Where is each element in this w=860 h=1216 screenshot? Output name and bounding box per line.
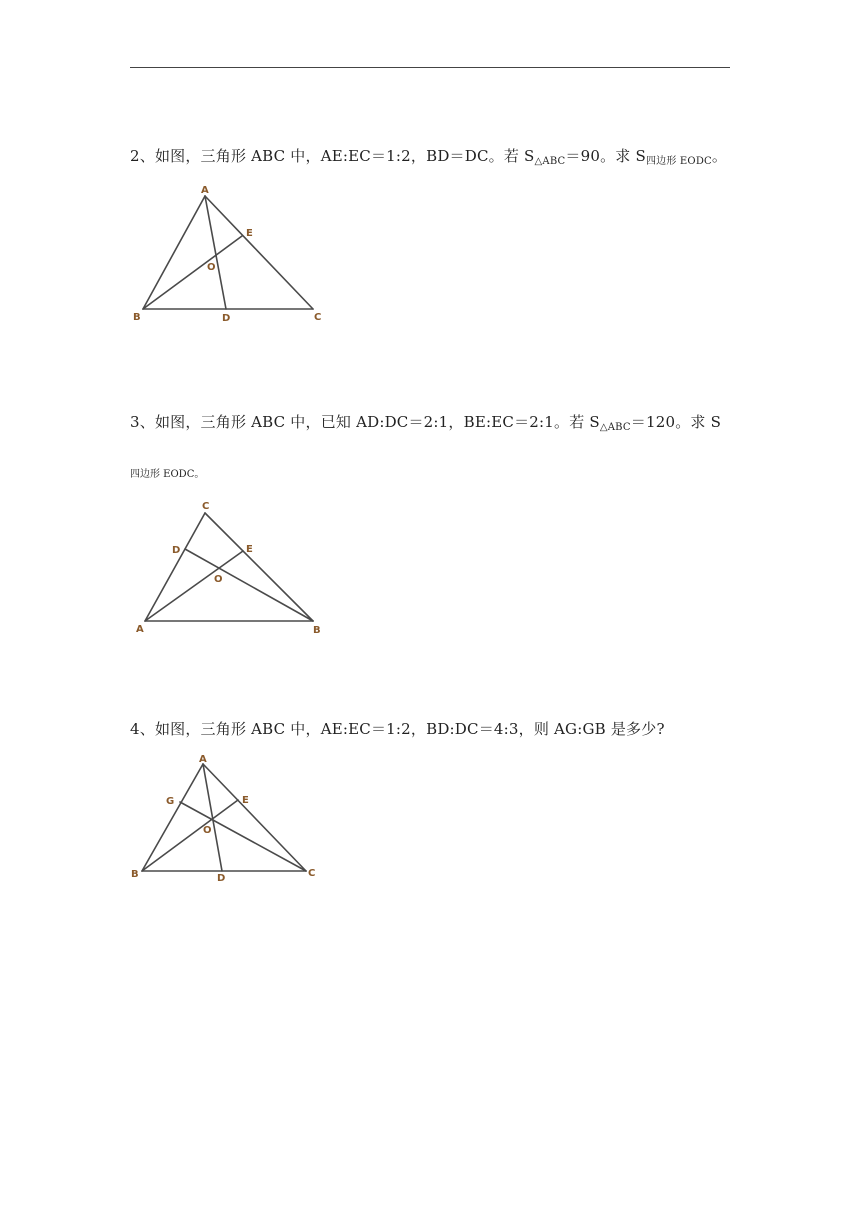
question-2-sub-a: △ABC (534, 156, 566, 167)
label-a: A (201, 185, 209, 196)
question-2-text-a: 如图，三角形 ABC 中，AE:EC＝1:2，BD＝DC。若 S (154, 147, 535, 165)
label-b: B (313, 625, 321, 636)
segment-cg (180, 802, 306, 871)
segment-be (142, 800, 238, 871)
label-b: B (133, 312, 141, 323)
question-3-sub-a: △ABC (599, 422, 631, 433)
label-c: C (314, 312, 322, 323)
label-o: O (207, 262, 216, 273)
question-3-text-b: ＝120。求 S (630, 413, 722, 431)
question-2-text-b: ＝90。求 S (565, 147, 646, 165)
label-a: A (136, 624, 144, 635)
label-o: O (203, 825, 212, 836)
question-4-text: 如图，三角形 ABC 中，AE:EC＝1:2，BD:DC＝4:3，则 AG:GB 是多少? (154, 720, 665, 738)
question-3-number: 3、 (130, 413, 155, 431)
question-3-line-2: 四边形 EODC。 (130, 469, 205, 480)
question-3-text-a: 如图，三角形 ABC 中，已知 AD:DC＝2:1，BE:EC＝2:1。若 S (154, 413, 600, 431)
label-d: D (217, 873, 226, 884)
label-b: B (131, 869, 139, 880)
question-2-sub-b: 四边形 EODC (645, 156, 712, 167)
label-c: C (308, 868, 316, 879)
label-d: D (222, 313, 231, 324)
label-c: C (202, 501, 210, 512)
label-e: E (242, 795, 249, 806)
question-2-number: 2、 (130, 147, 155, 165)
label-e: E (246, 228, 253, 239)
question-2-text-c: 。 (711, 147, 728, 165)
label-e: E (246, 544, 253, 555)
side-ab (142, 764, 203, 871)
label-o: O (214, 574, 223, 585)
label-d: D (172, 545, 181, 556)
label-a: A (199, 754, 207, 765)
question-4-number: 4、 (130, 720, 155, 738)
label-g: G (166, 796, 175, 807)
